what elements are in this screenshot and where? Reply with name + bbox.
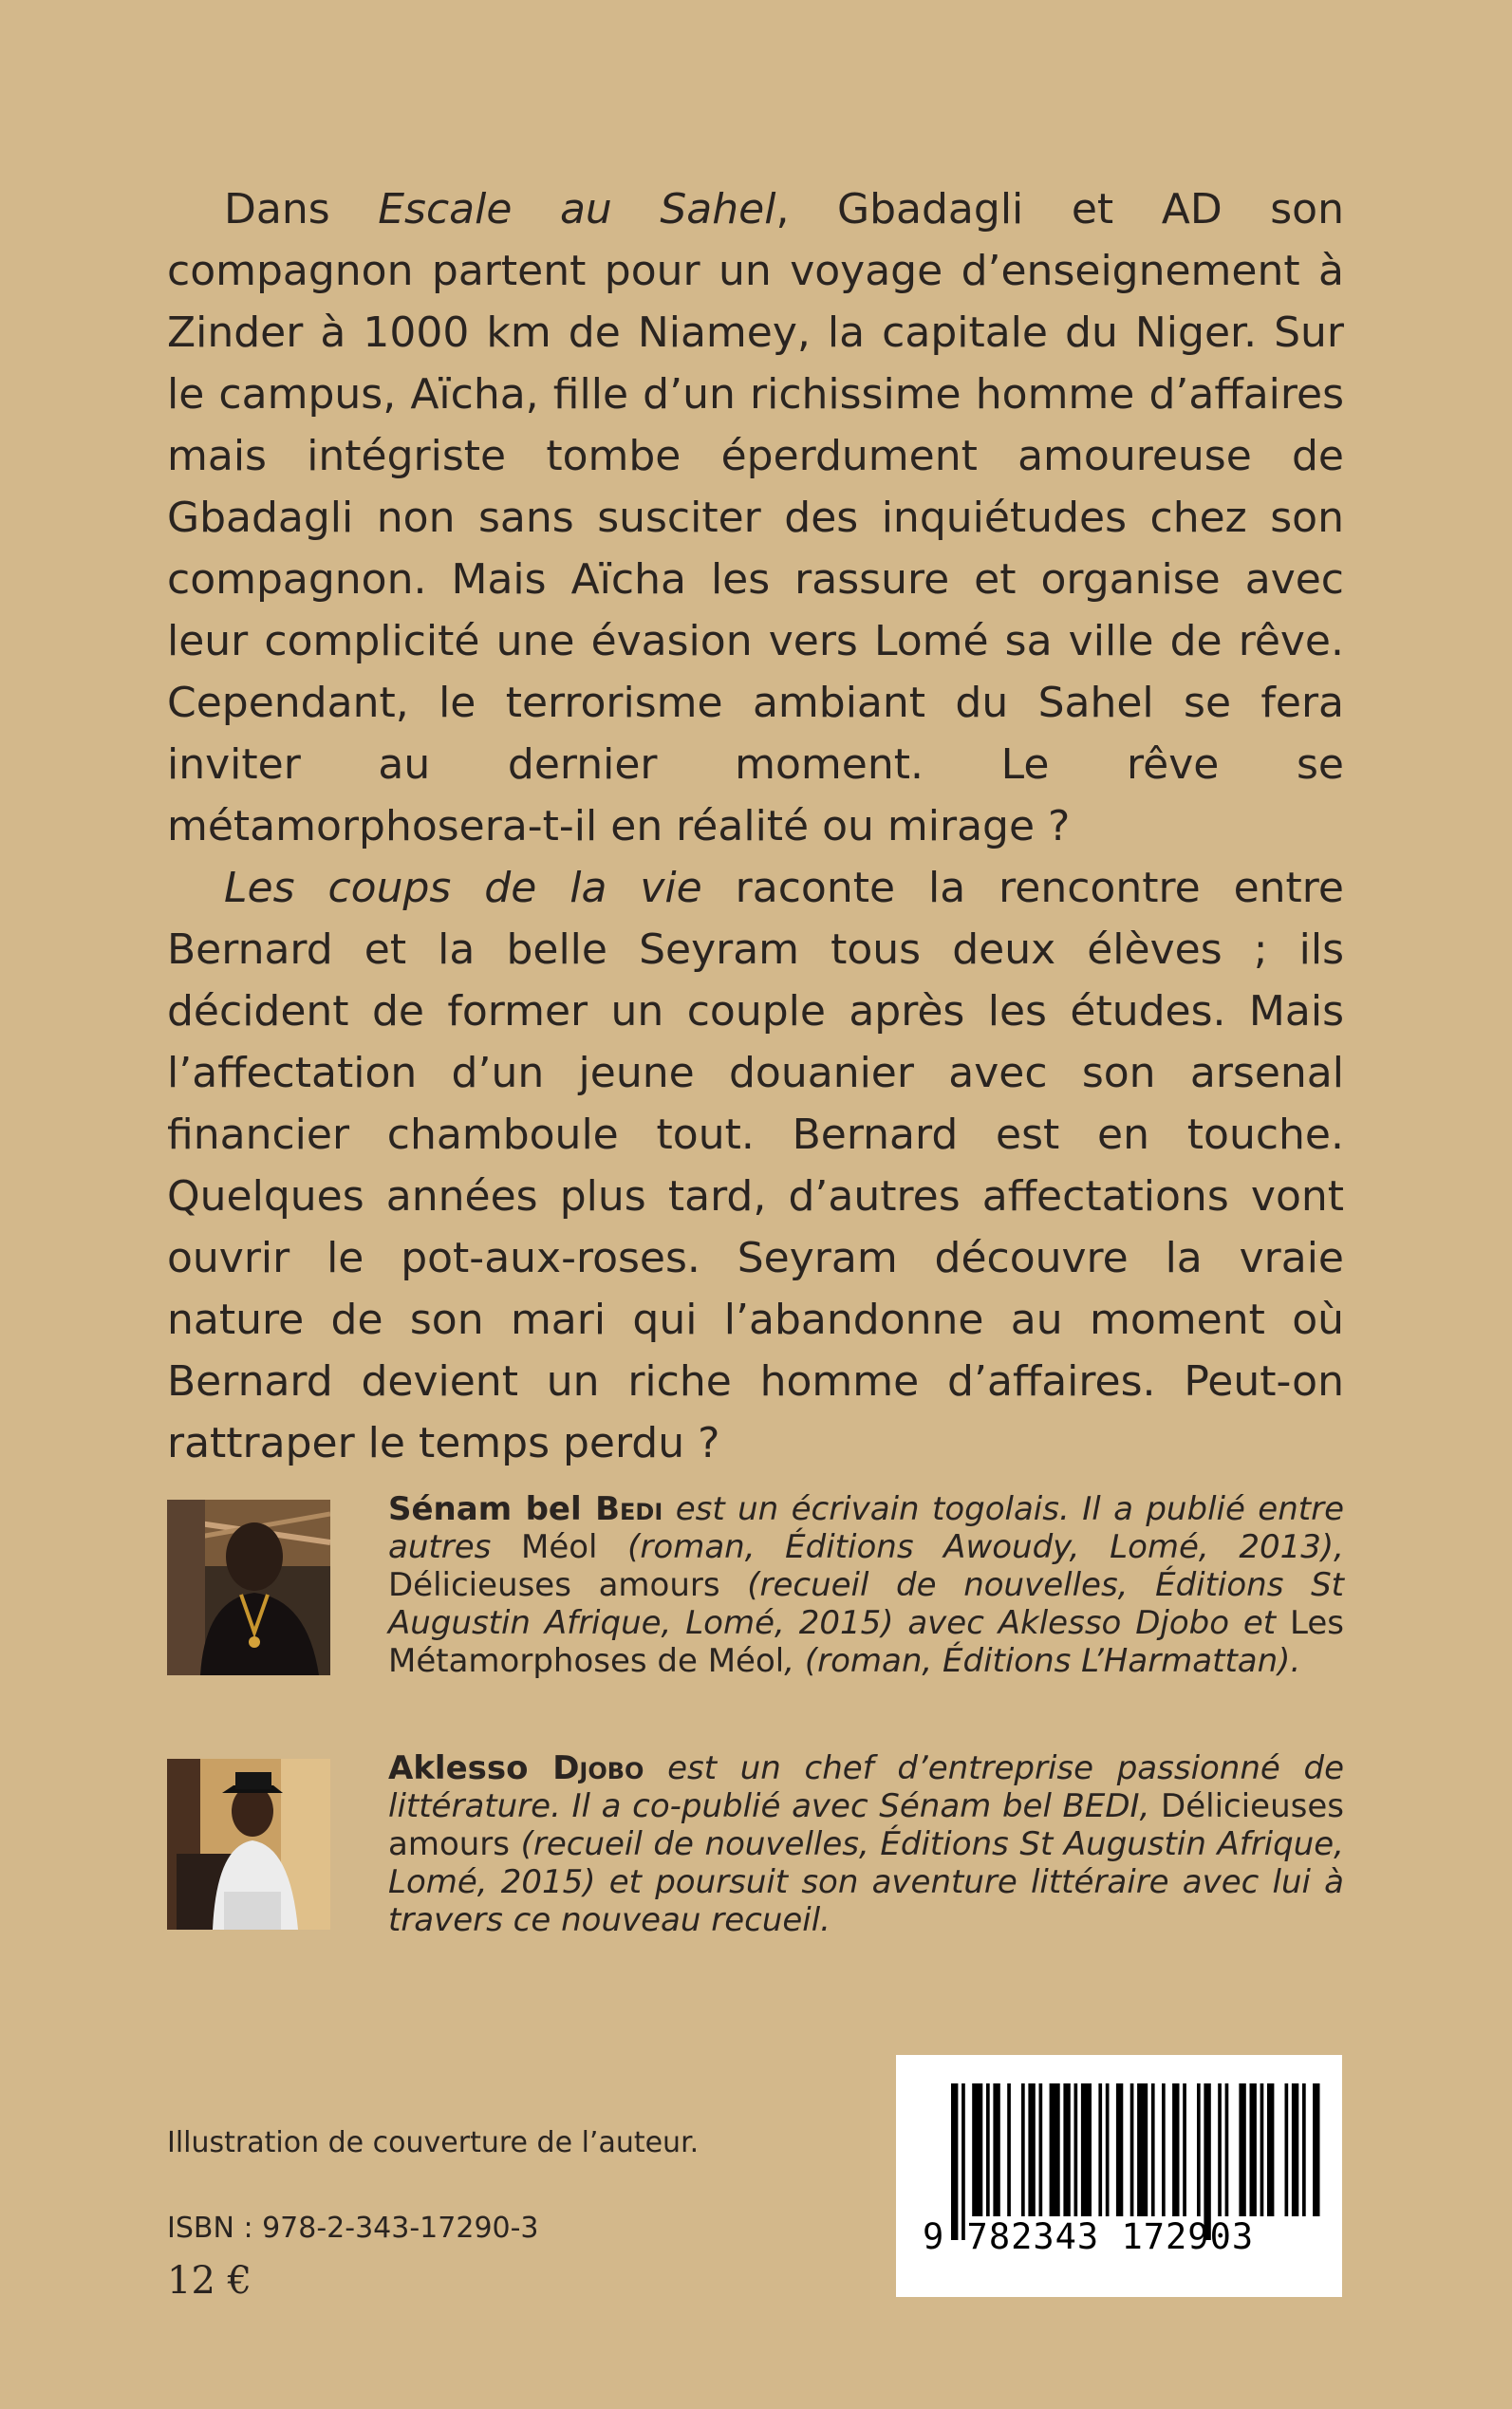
barcode-bar — [1007, 2083, 1011, 2216]
barcode-bar — [986, 2083, 990, 2216]
author-last-name: Bedi — [595, 1490, 663, 1528]
barcode-bar — [1183, 2083, 1186, 2216]
barcode-bar — [1021, 2083, 1025, 2216]
barcode-bar — [1151, 2083, 1155, 2216]
barcode-bar — [1098, 2083, 1102, 2216]
synopsis-text: raconte la rencontre entre Bernard et la belle Seyram tous deux élèves ; ils décident de former un couple après les études. Mais l’affectation d’un jeune douanier avec son arsenal financier chamboule tout. Bernard est en touche. Quelques années plus tard, d’autres affectations vont ouvrir le pot-aux-roses. Seyram découvre la vraie nature de son mari qui l’abandonne au moment où Bernard devient un riche homme d’affaires. Peut-on rattraper le temps perdu ? — [167, 864, 1345, 1467]
author-last-name: Djobo — [552, 1749, 644, 1787]
isbn: ISBN : 978-2-343-17290-3 — [167, 2212, 539, 2245]
bio-text: (roman, Éditions Awoudy, Lomé, 2013), — [597, 1528, 1344, 1566]
barcode-bar — [1162, 2083, 1166, 2216]
barcode-bar — [1172, 2083, 1179, 2216]
barcode-bar — [1074, 2083, 1078, 2216]
barcode-bar — [1039, 2083, 1043, 2216]
barcode-bar — [1260, 2083, 1264, 2216]
barcode-bar — [1081, 2083, 1092, 2216]
price: 12 € — [167, 2259, 252, 2303]
barcode-bar — [1292, 2083, 1298, 2216]
author-bio-text — [388, 1749, 1344, 1939]
bio-text: est un écrivain togolais. Il a publié entre autres — [388, 1490, 1344, 1566]
bio-text: , (roman, Éditions L’Harmattan). — [784, 1642, 1301, 1680]
barcode-bar — [1218, 2083, 1222, 2216]
barcode-bar — [993, 2083, 999, 2216]
synopsis — [167, 178, 1344, 1474]
barcode-bar — [1313, 2083, 1319, 2216]
book-title: Les Métamorphoses de Méol — [388, 1604, 1344, 1680]
bio-text: est un chef d’entreprise passionné de littérature. Il a co-publié avec Sénam bel BEDI, — [388, 1749, 1345, 1825]
book-title-escale-au-sahel: Escale au Sahel — [378, 185, 776, 233]
synopsis-paragraph-1 — [167, 178, 1344, 857]
book-title: Délicieuses amours — [388, 1787, 1344, 1863]
synopsis-text: , Gbadagli et AD son compagnon partent pour un voyage d’enseignement à Zinder à 1000 km de Niamey, la capitale du Niger. Sur le campus, Aïcha, fille d’un richissime homme d’affaires mais intégriste tombe éperdument amoureuse de Gbadagli non sans susciter des inquiétudes chez son compagnon. Mais Aïcha les rassure et organise avec leur complicité une évasion vers Lomé sa ville de rêve. Cependant, le terrorisme ambiant du Sahel se fera inviter au dernier moment. Le rêve se métamorphosera-t-il en réalité ou mirage ? — [167, 185, 1344, 850]
barcode-bar — [1239, 2083, 1245, 2216]
barcode-bar — [1116, 2083, 1123, 2216]
barcode-bar — [1050, 2083, 1060, 2216]
barcode-bar — [1106, 2083, 1110, 2216]
barcode-bar — [1197, 2083, 1201, 2216]
barcode-bars — [896, 2055, 1342, 2297]
barcode-bar — [1137, 2083, 1148, 2216]
book-title: Délicieuses amours — [388, 1566, 720, 1604]
cover-illustration-credit: Illustration de couverture de l’auteur. — [167, 2126, 700, 2159]
synopsis-paragraph-2 — [167, 857, 1344, 1474]
bio-text: (recueil de nouvelles, Éditions St Augustin Afrique, Lomé, 2015) et poursuit son aventure littéraire avec lui à travers ce nouveau recueil. — [388, 1825, 1344, 1939]
synopsis-text: Dans — [224, 185, 379, 233]
barcode-bar — [1267, 2083, 1274, 2216]
author-photo — [167, 1759, 330, 1930]
book-title-les-coups-de-la-vie: Les coups de la vie — [224, 864, 702, 912]
bio-text: (recueil de nouvelles, Éditions St Augustin Afrique, Lomé, 2015) avec Aklesso Djobo et — [388, 1566, 1344, 1642]
barcode-bar — [1063, 2083, 1070, 2216]
barcode-bar — [1285, 2083, 1289, 2216]
author-name — [388, 1490, 663, 1528]
barcode — [896, 2055, 1342, 2297]
author-first-name: Sénam bel — [388, 1490, 596, 1528]
barcode-bar — [972, 2083, 982, 2216]
barcode-bar — [1028, 2083, 1035, 2216]
author-bio-text — [388, 1490, 1344, 1680]
barcode-bar — [1130, 2083, 1134, 2216]
author-photo — [167, 1500, 330, 1675]
author-first-name: Aklesso — [388, 1749, 553, 1787]
barcode-bar — [1250, 2083, 1257, 2216]
book-title: Méol — [520, 1528, 598, 1566]
barcode-bar — [1225, 2083, 1229, 2216]
barcode-bar — [1302, 2083, 1306, 2216]
barcode-digits: 9 782343 172903 — [923, 2216, 1255, 2257]
author-name — [388, 1749, 644, 1787]
